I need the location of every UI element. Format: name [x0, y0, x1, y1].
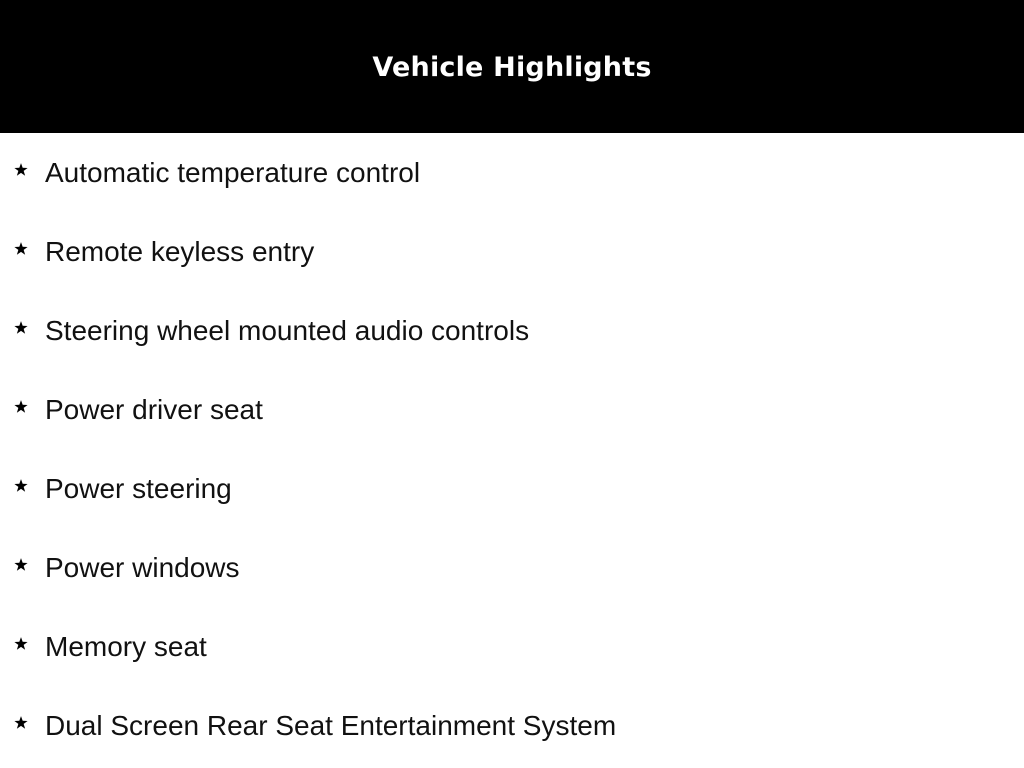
list-item — [0, 133, 1024, 212]
highlight-text: Steering wheel mounted audio controls — [45, 315, 530, 346]
star-icon — [10, 396, 32, 418]
list-item — [0, 449, 1024, 528]
list-item — [0, 607, 1024, 686]
highlight-text: Power driver seat — [45, 394, 263, 425]
list-item — [0, 212, 1024, 291]
page-title: Vehicle Highlights — [372, 52, 652, 83]
highlight-text: Remote keyless entry — [45, 236, 315, 267]
star-icon — [10, 633, 32, 655]
star-icon — [10, 475, 32, 497]
list-item — [0, 528, 1024, 607]
highlight-text: Automatic temperature control — [45, 157, 421, 188]
highlight-text: Power windows — [45, 552, 240, 583]
list-item — [0, 686, 1024, 765]
highlight-text: Memory seat — [45, 631, 207, 662]
star-icon — [10, 554, 32, 576]
star-icon — [10, 712, 32, 734]
star-icon — [10, 238, 32, 260]
star-icon — [10, 159, 32, 181]
highlight-text: Dual Screen Rear Seat Entertainment System — [45, 710, 617, 741]
list-item — [0, 370, 1024, 449]
list-item — [0, 291, 1024, 370]
star-icon — [10, 317, 32, 339]
highlight-text: Power steering — [45, 473, 232, 504]
header-banner — [0, 0, 1024, 133]
highlights-list — [0, 133, 1024, 765]
